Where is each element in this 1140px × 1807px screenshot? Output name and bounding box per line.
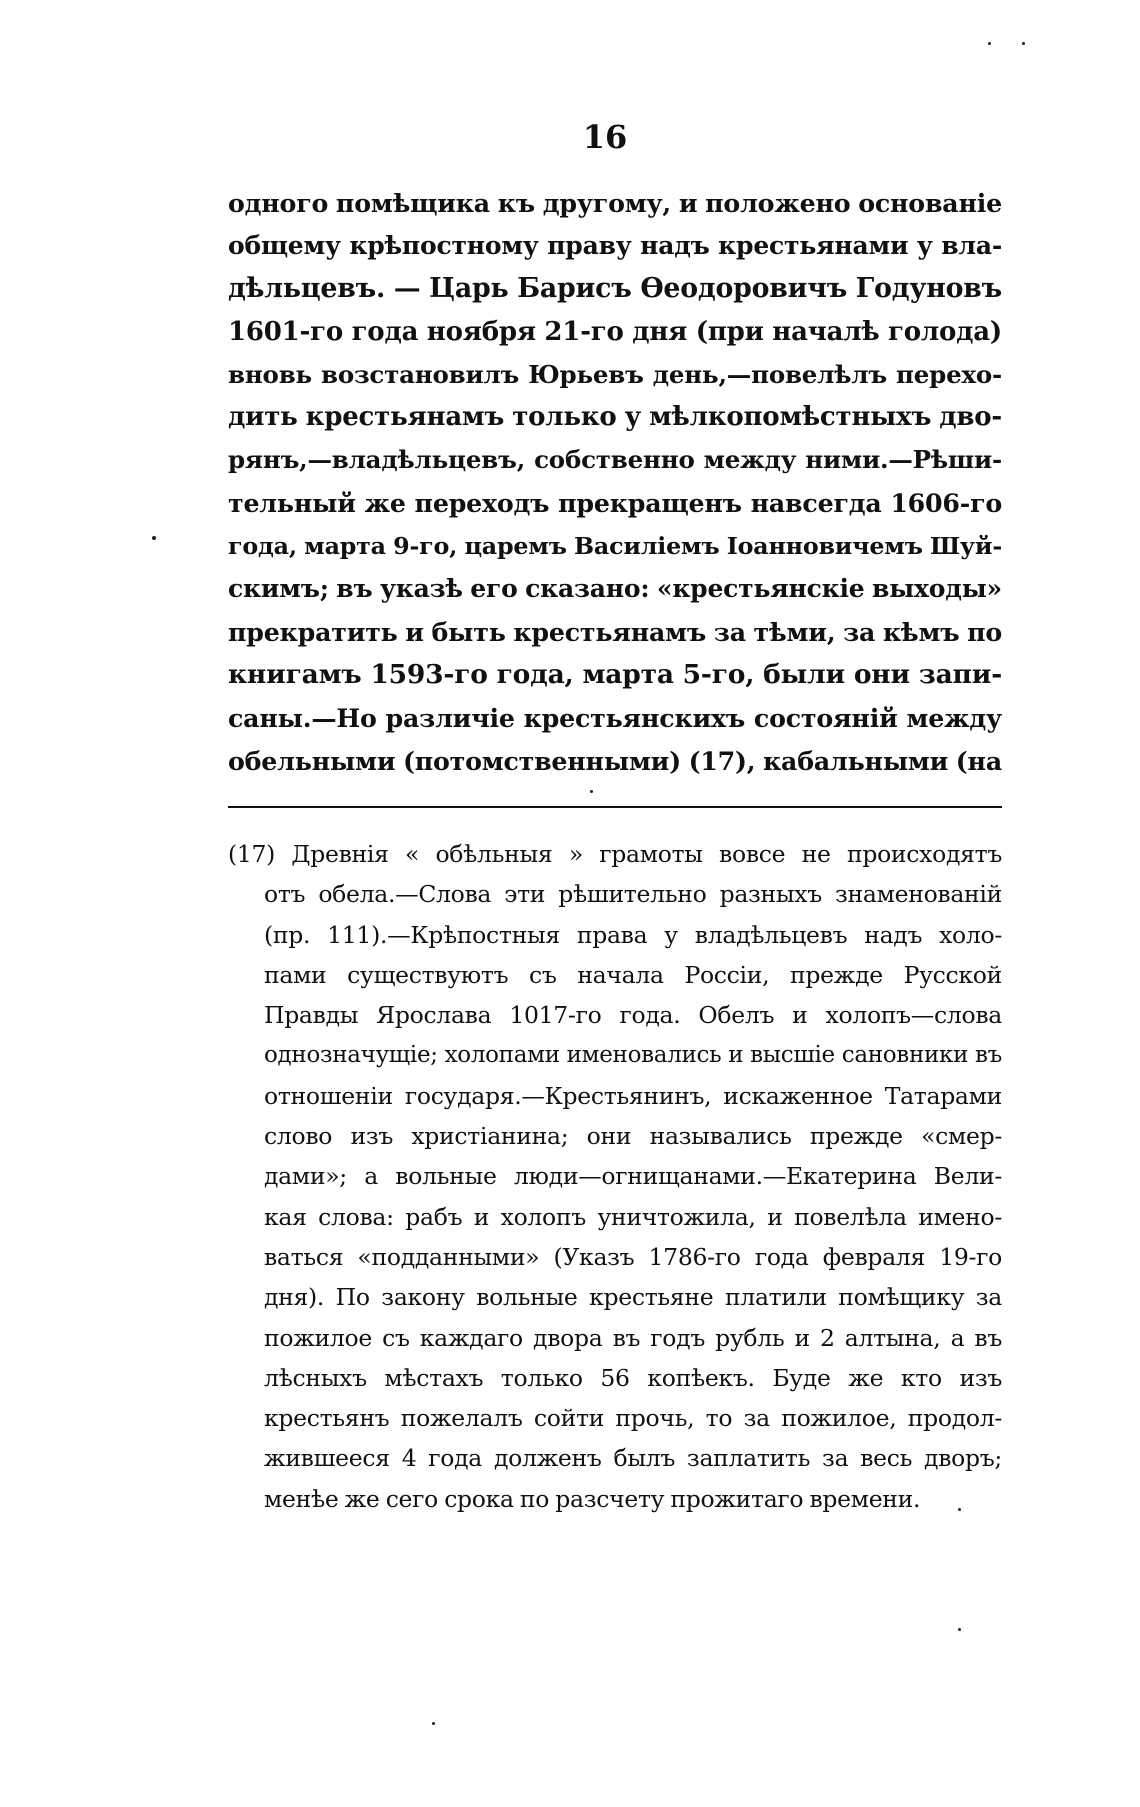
text-line: обельными (потомственными) (17), кабальными (на xyxy=(228,745,1002,776)
footnote-line: отъ обела.—Слова эти рѣшительно разныхъ знаменованій xyxy=(264,880,1002,909)
footnote-line: пожилое съ каждаго двора въ годъ рубль и 2 алтына, а въ xyxy=(264,1323,1002,1352)
footnote-line: (17) Древнія « обѣльныя » грамоты вовсе не происходятъ xyxy=(228,840,1002,868)
text-line: дить крестьянамъ только у мѣлкопомѣстныхъ дво- xyxy=(228,402,1002,433)
footnote-line: однозначущіе; холопами именовались и высшіе сановники въ xyxy=(264,1042,1002,1069)
page-number: 16 xyxy=(582,118,628,156)
main-text-block xyxy=(228,182,1002,782)
scan-speck xyxy=(1022,42,1025,45)
text-line: рянъ,—владѣльцевъ, собственно между ними.—Рѣши- xyxy=(228,445,1002,475)
footnote-line: ваться «подданными» (Указъ 1786-го года февраля 19-го xyxy=(264,1242,1002,1271)
footnote-line: кая слова: рабъ и холопъ уничтожила, и повелѣла имено- xyxy=(264,1202,1002,1231)
text-line: скимъ; въ указѣ его сказано: «крестьянскіе выходы» xyxy=(228,574,1002,604)
footnote-line: (пр. 111).—Крѣпостныя права у владѣльцевъ надъ холо- xyxy=(264,920,1002,949)
scan-speck xyxy=(152,536,156,540)
scan-speck xyxy=(988,42,991,45)
footnote-line: крестьянъ пожелалъ сойти прочь, то за пожилое, продол- xyxy=(264,1404,1002,1433)
text-line: одного помѣщика къ другому, и положено основаніе xyxy=(228,188,1002,218)
footnote-line: дами»; а вольные люди—огнищанами.—Екатерина Вели- xyxy=(264,1162,1002,1191)
footnote-line: лѣсныхъ мѣстахъ только 56 копѣекъ. Буде же кто изъ xyxy=(264,1363,1002,1392)
footnote-line: пами существуютъ съ начала Россіи, прежде Русской xyxy=(264,960,1002,989)
text-line: года, марта 9-го, царемъ Василіемъ Іоанновичемъ Шуй- xyxy=(228,532,1002,561)
text-line: 1601-го года ноября 21-го дня (при началѣ голода) xyxy=(228,316,1002,347)
text-line: вновь возстановилъ Юрьевъ день,—повелѣлъ перехо- xyxy=(228,359,1002,389)
text-line: дѣльцевъ. — Царь Барисъ Ѳеодоровичъ Годуновъ xyxy=(228,272,1002,304)
footnote-divider xyxy=(228,806,1002,808)
scan-speck xyxy=(432,1722,435,1725)
text-line: прекратить и быть крестьянамъ за тѣми, за кѣмъ по xyxy=(228,616,1002,647)
footnote-line: отношеніи государя.—Крестьянинъ, искаженное Татарами xyxy=(264,1081,1002,1110)
text-line: саны.—Но различіе крестьянскихъ состояній между xyxy=(228,702,1002,733)
footnote-block xyxy=(228,834,1002,1519)
scan-speck xyxy=(958,1628,961,1631)
text-line: книгамъ 1593-го года, марта 5-го, были они запи- xyxy=(228,658,1002,690)
footnote-line: Правды Ярослава 1017-го года. Обелъ и холопъ—слова xyxy=(264,1001,1002,1030)
text-line: общему крѣпостному праву надъ крестьянами у вла- xyxy=(228,230,1002,260)
footnote-line: менѣе же сего срока по разсчету прожитаго времени. xyxy=(264,1484,921,1513)
footnote-line: жившееся 4 года долженъ былъ заплатить за весь дворъ; xyxy=(264,1444,1002,1473)
footnote-line: дня). По закону вольные крестьяне платили помѣщику за xyxy=(264,1283,1002,1312)
scan-speck xyxy=(590,790,593,793)
scan-speck xyxy=(958,1508,961,1511)
footnote-line: слово изъ христіанина; они назывались прежде «смер- xyxy=(264,1122,1002,1151)
text-line: тельный же переходъ прекращенъ навсегда 1606-го xyxy=(228,488,1002,519)
